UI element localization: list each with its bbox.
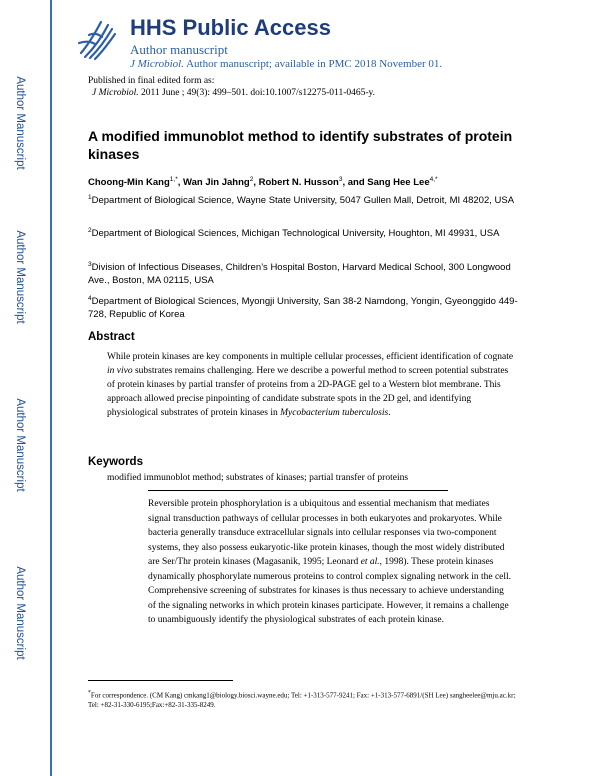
author-superscript: 4,* bbox=[429, 176, 438, 183]
author-name: Choong-Min Kang bbox=[88, 177, 170, 189]
author-superscript: 1,* bbox=[169, 176, 178, 183]
author-manuscript-label: Author manuscript bbox=[130, 42, 228, 57]
author-separator: , and bbox=[342, 177, 368, 189]
affiliation-number: 2 bbox=[88, 227, 92, 234]
footnote-text: For correspondence. (CM Kang) cmkang1@biology.biosci.wayne.edu; Tel: +1-313-577-9241; Fax: +1-313-577-6891/(SH Lee) sangheelee@mju.ac.kr; Tel: +82-31-330-6195;Fax:+82-31-335-8249. bbox=[88, 691, 516, 710]
affiliation-number: 1 bbox=[88, 194, 92, 201]
body-paragraph bbox=[148, 497, 513, 628]
sidebar-label-2: Author Manuscript bbox=[14, 230, 26, 324]
author-superscript: 2 bbox=[249, 176, 254, 183]
author-name: Wan Jin Jahng bbox=[183, 177, 250, 189]
affiliation-3 bbox=[88, 258, 518, 287]
abstract-italic: in vivo bbox=[107, 366, 133, 376]
citation-journal: J Microbiol. bbox=[92, 88, 139, 98]
keywords-heading: Keywords bbox=[88, 456, 143, 468]
abstract-italic: Mycobacterium tuberculosis bbox=[280, 408, 389, 418]
affiliation-text: Department of Biological Science, Wayne State University, 5047 Gullen Mall, Detroit, MI 48202, USA bbox=[91, 195, 515, 207]
footnote-separator bbox=[88, 680, 233, 681]
hhs-public-access-title: HHS Public Access bbox=[130, 15, 331, 40]
citation bbox=[92, 88, 375, 98]
body-italic: et al. bbox=[360, 557, 380, 567]
citation-details: 2011 June ; 49(3): 499–501. doi:10.1007/s12275-011-0465-y. bbox=[138, 88, 376, 98]
affiliation-2 bbox=[88, 224, 518, 240]
availability-line bbox=[130, 58, 442, 70]
footnote-mark: * bbox=[88, 690, 91, 696]
affiliation-text: Department of Biological Sciences, Myongji University, San 38-2 Namdong, Yongin, Gyeonggido 449-728, Republic of Korea bbox=[88, 296, 518, 321]
keywords-text: modified immunoblot method; substrates of kinases; partial transfer of proteins bbox=[107, 473, 409, 483]
availability-text: Author manuscript; available in PMC 2018 November 01. bbox=[183, 58, 443, 70]
sidebar-label-4: Author Manuscript bbox=[14, 566, 26, 660]
body-text: , 1998). These protein kinases dynamically phosphorylate numerous proteins to control complex signaling network in the cell. Comprehensive screening of substrates for kinases is thus necessary to achieve understanding of the signaling networks in which protein kinases participate. However, it remains a challenge to unambiguously identify the physiological substrates of each protein kinase. bbox=[148, 557, 512, 625]
paper-title: A modified immunoblot method to identify substrates of protein kinases bbox=[88, 128, 513, 162]
sidebar-label-1: Author Manuscript bbox=[14, 76, 26, 170]
author-name: Robert N. Husson bbox=[258, 177, 339, 189]
affiliation-4 bbox=[88, 292, 518, 321]
body-separator bbox=[148, 490, 448, 491]
abstract-heading: Abstract bbox=[88, 331, 135, 343]
affiliation-text: Department of Biological Sciences, Michigan Technological University, Houghton, MI 49931, USA bbox=[91, 228, 500, 240]
sidebar-label-3: Author Manuscript bbox=[14, 398, 26, 492]
journal-abbrev: J Microbiol. bbox=[130, 58, 184, 70]
author-name: Sang Hee Lee bbox=[367, 177, 430, 189]
author-superscript: 3 bbox=[338, 176, 343, 183]
affiliation-number: 4 bbox=[88, 295, 92, 302]
abstract-body bbox=[107, 350, 517, 420]
published-label: Published in final edited form as: bbox=[88, 76, 215, 86]
abstract-text: While protein kinases are key components in multiple cellular processes, efficient identification of cognate bbox=[107, 352, 514, 362]
sidebar-rule bbox=[50, 0, 52, 776]
author-separator: , bbox=[253, 177, 259, 189]
affiliation-1 bbox=[88, 191, 518, 207]
affiliation-text: Division of Infectious Diseases, Children’s Hospital Boston, Harvard Medical School, 300 Longwood Ave., Boston, MA 02115, USA bbox=[88, 262, 511, 287]
body-text: Reversible protein phosphorylation is a ubiquitous and essential mechanism that mediates signal transduction pathways of cellular processes in both eukaryotes and prokaryotes. While bacteria generally transduce extracellular signals into cellular responses via two-component systems, they also possess eukaryotic-like protein kinases, though the most widely distributed are Ser/Thr protein kinases (Magasanik, 1995; Leonard bbox=[148, 499, 505, 567]
correspondence-footnote bbox=[88, 688, 523, 710]
author-separator: , bbox=[177, 177, 184, 189]
abstract-text: . bbox=[388, 408, 391, 418]
abstract-text: substrates remains challenging. Here we describe a powerful method to screen potential substrates of protein kinases by partial transfer of proteins from a 2D-PAGE gel to a Western blot membrane. This approach allowed precise pinpointing of candidate substrate spots in the 2D gel, and identifying physiological substrates of protein kinases in bbox=[107, 366, 509, 418]
affiliation-number: 3 bbox=[88, 261, 92, 268]
author-list bbox=[88, 176, 438, 188]
hhs-eagle-logo-icon bbox=[75, 13, 119, 63]
